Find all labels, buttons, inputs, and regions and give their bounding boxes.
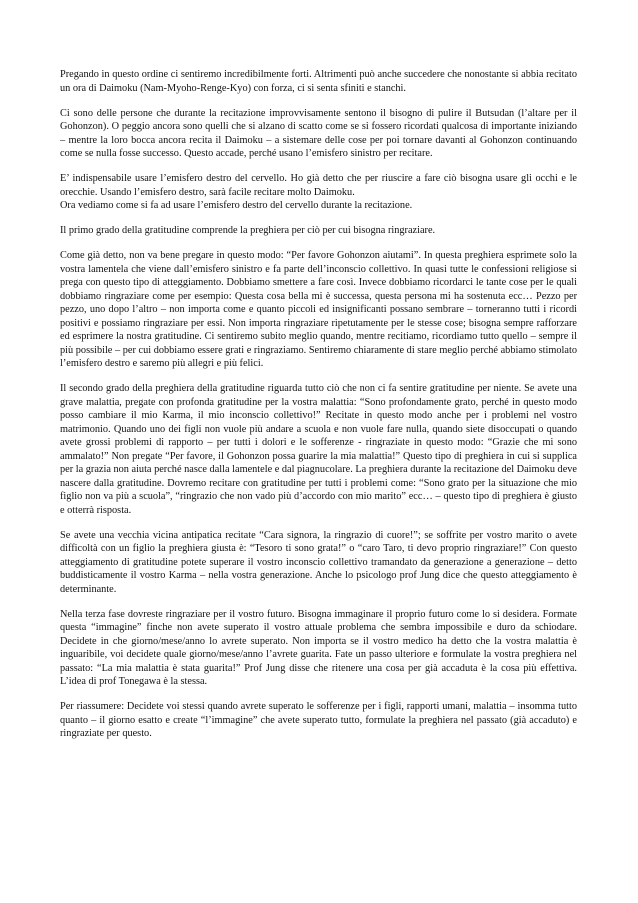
paragraph-9: Nella terza fase dovreste ringraziare per il vostro futuro. Bisogna immaginare il proprio futuro come lo si desidera. Formate questa “immagine” finche non avete superato il vostro attuale problema che sembra impossibile e duro da schiodare. Decidete in che giorno/mese/anno lo avrete superato. Non importa se il vostro medico ha detto che la vostra malattia è inguaribile, voi decidete quale giorno/mese/anno l’avrete guarita. Fate un passo ulteriore e formulate la vostra preghiera nel passato: “La mia malattia è stata guarita!” Prof Jung disse che ritenere una cosa per già accaduta è la cosa più effettiva. L’idea di prof Tonegawa è la stessa. (60, 608, 577, 687)
paragraph-5: Il primo grado della gratitudine comprende la preghiera per ciò per cui bisogna ringraziare. (60, 225, 436, 236)
document-page (60, 68, 577, 752)
paragraph-7: Il secondo grado della preghiera della gratitudine riguarda tutto ciò che non ci fa sentire gratitudine per niente. Se avete una grave malattia, pregate con profonda gratitudine per la vostra malattia: “Sono profondamente grato, perché in questo modo posso cambiare il mio Karma, il mio inconscio collettivo!” Recitate in questo modo anche per i problemi nel vostro matrimonio. Quando uno dei figli non vuole più andare a scuola e non vuole fare nulla, quando siete disoccupati o quando avete grossi problemi di rapporto – per tutti i dolori e le sofferenze - ringraziate in questo modo: “Grazie che mi sono ammalato!” Non pregate “Per favore, il Gohonzon possa guarire la mia malattia!” Questo tipo di preghiera in cui si supplica per la grazia non aiuta perché nasce dalla lamentele e dal piagnucolare. La preghiera durante la recitazione del Daimoku deve nascere dalla gratitudine. Dovremo recitare con gratitudine per tutti i problemi come: “Sono grato per la situazione che mio figlio non va più a scuola”, “ringrazio che non vado più d’accordo con mio marito” ecc… – questo tipo di preghiera è giusto e otterrà risposta. (60, 383, 577, 516)
paragraph-3: E’ indispensabile usare l’emisfero destro del cervello. Ho già detto che per riuscire a fare ciò bisogna usare gli occhi e le orecchie. Usando l’emisfero destro, sarà facile recitare molto Daimoku. (60, 173, 577, 198)
paragraph-10: Per riassumere: Decidete voi stessi quando avrete superato le sofferenze per i figli, rapporti umani, malattia – insomma tutto quanto – il giorno esatto e create “l’immagine” che avete superato tutto, formulate la preghiera nel passato (già accaduto) e ringraziate per questo. (60, 701, 577, 739)
paragraph-2: Ci sono delle persone che durante la recitazione improvvisamente sentono il bisogno di pulire il Butsudan (l’altare per il Gohonzon). O peggio ancora sono quelli che si alzano di scatto come se si fossero ricordati qualcosa di importante iniziando – mentre la loro bocca ancora recita il Daimoku – a sistemare delle cose per poi tornare davanti al Gohonzon continuando come se nulla fosse successo. Questo accade, perché usano l’emisfero sinistro per recitare. (60, 107, 577, 159)
paragraph-8: Se avete una vecchia vicina antipatica recitate “Cara signora, la ringrazio di cuore!”; se soffrite per vostro marito o avete difficoltà con un figlio la preghiera giusta è: “Tesoro ti sono grata!” o “caro Taro, ti devo proprio ringraziare!” Con questo atteggiamento di gratitudine potete superare il vostro inconscio collettivo tramandato da generazione a generazione – detto buddisticamente il vostro Karma – nella vostra generazione. Anche lo psicologo prof Jung dice che questo atteggiamento è determinante. (60, 529, 577, 595)
paragraph-6: Come già detto, non va bene pregare in questo modo: “Per favore Gohonzon aiutami”. In questa preghiera esprimete solo la vostra lamentela che viene dall’emisfero sinistro e fa parte dell’inconscio collettivo. In quasi tutte le confessioni religiose si prega con questo tipo di atteggiamento. Dobbiamo smettere a fare così. Invece dobbiamo ricordarci le tante cose per le quali dobbiamo ringraziare come per esempio: Questa cosa bella mi è successa, questa persona mi ha sostenuta ecc… Pezzo per pezzo, uno dopo l’altro – non importa come e quanto piccoli ed insignificanti possano sembrare – torneranno tutti i ricordi positivi e possiamo ringraziare per essi. Non importa ringraziare ripetutamente per le stesse cose; bisogna sempre rafforzare ed esprimere la nostra gratitudine. Ci sentiremo subito meglio quando, mentre recitiamo, ricordiamo tutto quello – sempre il più possibile – per cui dobbiamo essere grati e ringraziamo. Sentiremo chiaramente di stare meglio perché abbiamo stimolato l’emisfero destro e saremo più allegri e più felici. (60, 250, 577, 369)
paragraph-1: Pregando in questo ordine ci sentiremo incredibilmente forti. Altrimenti può anche succedere che nonostante si abbia recitato un ora di Daimoku (Nam-Myoho-Renge-Kyo) con forza, ci si senta sfiniti e stanchi. (60, 69, 577, 94)
paragraph-4: Ora vediamo come si fa ad usare l’emisfero destro del cervello durante la recitazione. (60, 200, 413, 211)
